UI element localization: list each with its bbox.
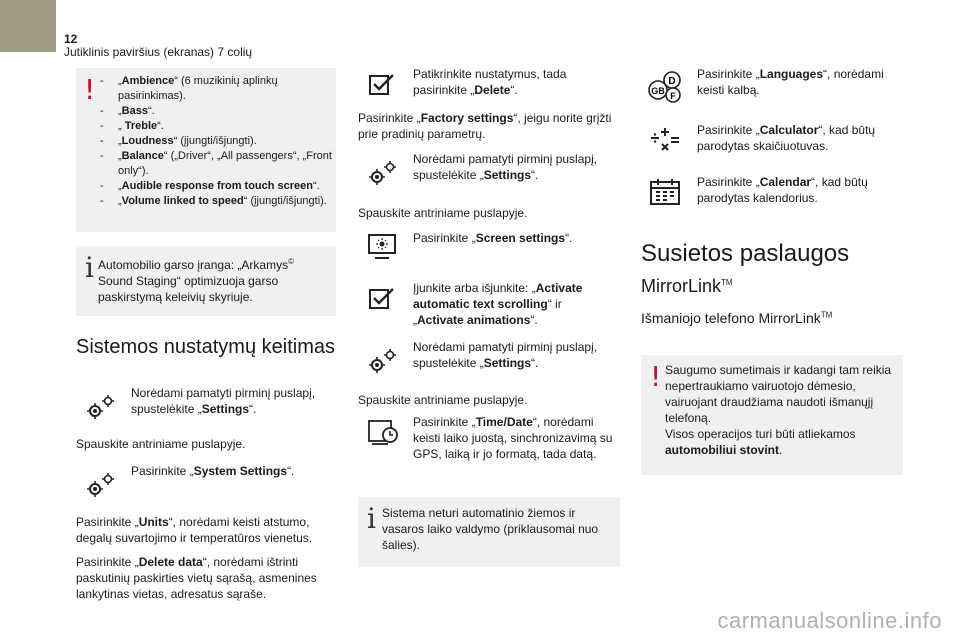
warning-text: Saugumo sumetimais ir kadangi tam reikia nepertraukiamo vairuotojo dėmesio, vairuojant draudžiama naudoti išmanųjį telefoną. Visos operacijos turi būti atliekamos automobiliui stovint.	[665, 363, 892, 457]
step-system-settings: Pasirinkite „System Settings“.	[131, 464, 295, 478]
info-icon: i	[367, 502, 376, 535]
section-heading: Sistemos nustatymų keitimas	[76, 336, 335, 358]
watermark: carmanualsonline.info	[717, 608, 942, 633]
calculator-icon	[648, 124, 682, 154]
warning-icon: !	[84, 73, 96, 106]
step-open-settings: Norėdami pamatyti pirminį puslapį, spustelėkite „Settings“.	[413, 152, 598, 182]
step-calculator: Pasirinkite „Calculator“, kad būtų parodytas skaičiuotuvas.	[697, 123, 876, 153]
audio-setting-item: - „Loudness“ (įjungti/išjungti).	[100, 134, 332, 149]
page-number: 12	[64, 32, 78, 46]
step-screen-settings: Pasirinkite „Screen settings“.	[413, 231, 573, 245]
step-open-settings: Norėdami pamatyti pirminį puslapį, spustelėkite „Settings“.	[413, 340, 598, 370]
screen-brightness-icon	[366, 232, 400, 262]
clock-calendar-icon	[366, 418, 400, 448]
paragraph: Spauskite antriniame puslapyje.	[358, 393, 528, 407]
paragraph-delete-data: Pasirinkite „Delete data“, norėdami ištrinti paskutinių paskirties vietų sąrašą, asmenines lankytinas vietas, adresatus sąraše.	[76, 555, 317, 601]
info-text: Sistema neturi automatinio žiemos ir vasaros laiko valdymo (priklausomai nuo šalies).	[382, 506, 599, 552]
info-text: Automobilio garso įranga: „Arkamys© Sound Staging“ optimizuoja garso paskirstymą keleivių skyriuje.	[98, 257, 294, 304]
step-open-settings: Norėdami pamatyti pirminį puslapį, spustelėkite „Settings“.	[131, 386, 316, 416]
audio-setting-item: - „Volume linked to speed“ (įjungti/išjungti).	[100, 194, 332, 209]
step-delete: Patikrinkite nustatymus, tada pasirinkite „Delete“.	[413, 67, 567, 97]
audio-setting-item: - „Balance“ („Driver“, „All passengers“, „Front only“).	[100, 149, 332, 179]
paragraph: Spauskite antriniame puslapyje.	[358, 206, 528, 220]
audio-setting-item: - „Audible response from touch screen“.	[100, 179, 332, 194]
page-subtitle: Jutiklinis paviršius (ekranas) 7 colių	[64, 45, 253, 59]
subsection-title: MirrorLink™	[641, 276, 733, 296]
language-icon	[646, 70, 686, 104]
calendar-icon	[648, 176, 682, 206]
paragraph: Spauskite antriniame puslapyje.	[76, 437, 246, 451]
subsection-subtitle: Išmaniojo telefono MirrorLink™	[641, 310, 833, 326]
audio-setting-item: - „Ambience“ (6 muzikinių aplinkų pasirinkimas).	[100, 74, 332, 104]
checkbox-icon	[366, 70, 400, 100]
step-time-date: Pasirinkite „Time/Date“, norėdami keisti laiko juostą, sinchronizavimą su GPS, laiką ir jo formatą, tada datą.	[413, 415, 613, 461]
info-icon: i	[85, 251, 94, 284]
step-calendar: Pasirinkite „Calendar“, kad būtų parodytas kalendorius.	[697, 175, 868, 205]
settings-icon	[366, 158, 400, 188]
chapter-tab	[0, 0, 56, 52]
svg-text:F: F	[670, 91, 676, 101]
paragraph-factory: Pasirinkite „Factory settings“, jeigu norite grįžti prie pradinių parametrų.	[358, 111, 612, 141]
section-title: Susietos paslaugos	[641, 240, 850, 267]
settings-icon	[366, 346, 400, 376]
svg-text:D: D	[668, 76, 676, 87]
warning-icon: !	[650, 360, 662, 393]
settings-icon	[84, 470, 118, 500]
svg-text:GB: GB	[651, 86, 665, 96]
checkbox-icon	[366, 284, 400, 314]
step-languages: Pasirinkite „Languages“, norėdami keisti kalbą.	[697, 67, 884, 97]
audio-setting-item: - „ Treble“.	[100, 119, 332, 134]
settings-icon	[84, 392, 118, 422]
audio-settings-list	[100, 74, 332, 209]
paragraph-units: Pasirinkite „Units“, norėdami keisti atstumo, degalų suvartojimo ir temperatūros vienetus.	[76, 515, 313, 545]
step-activate-options: Įjunkite arba išjunkite: „Activate automatic text scrolling“ ir „Activate animations“.	[413, 281, 583, 327]
audio-setting-item: - „Bass“.	[100, 104, 332, 119]
